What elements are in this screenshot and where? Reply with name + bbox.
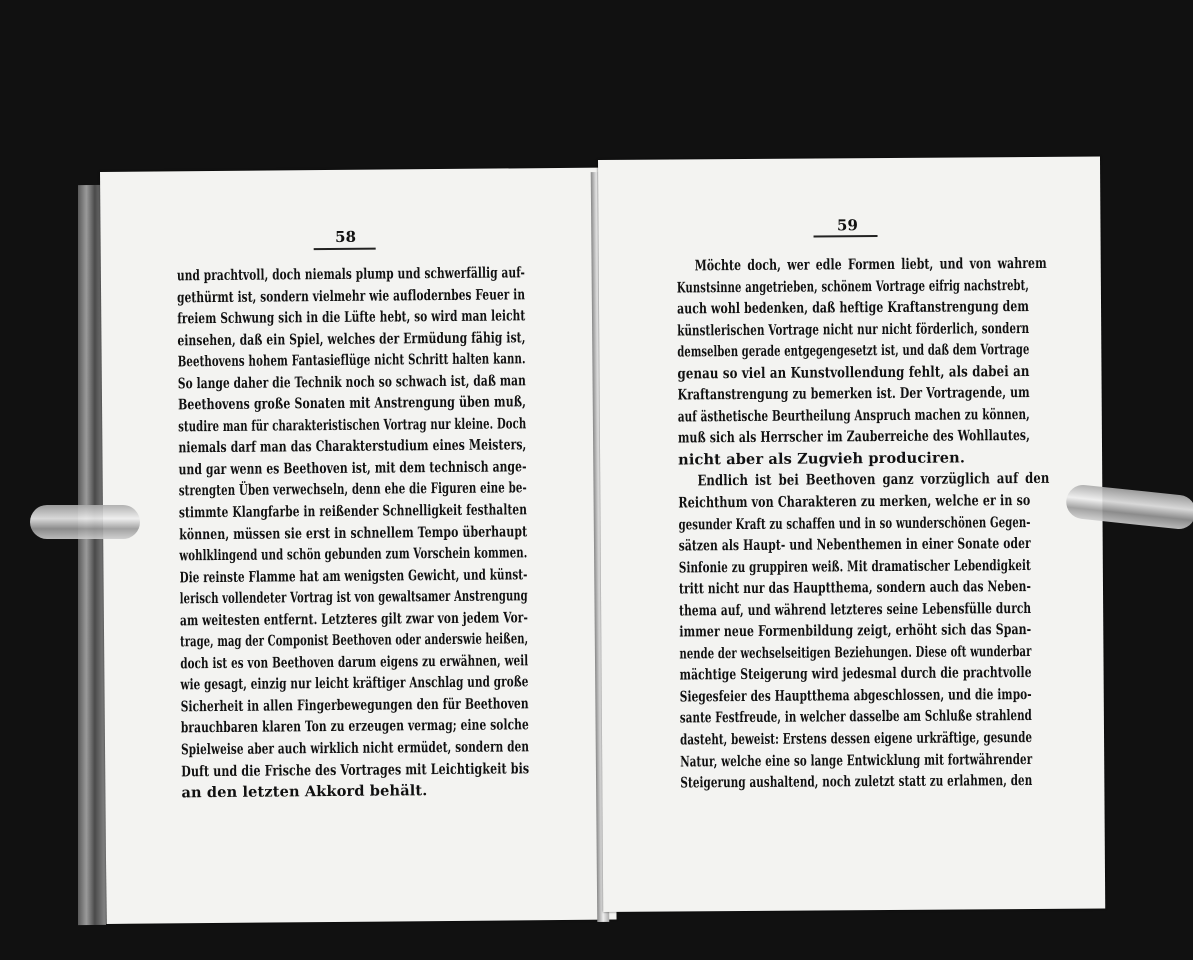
right-page	[598, 156, 1105, 911]
text-line: Spielweise aber auch wirklich nicht ermüdet, sondern den	[180, 738, 530, 759]
text-line: Kunstsinne angetrieben, schönem Vortrage eifrig nachstrebt,	[676, 276, 1029, 296]
text-line: tritt nicht nur das Hauptthema, sondern auch das Neben-	[678, 578, 1032, 598]
text-line: Sinfonie zu gruppiren weiß. Mit dramatischer Lebendigkeit	[678, 556, 1031, 577]
text-line: Sicherheit in allen Fingerbewegungen den für Beethoven	[180, 695, 529, 716]
left-page	[100, 168, 617, 924]
text-line: lerisch vollendeter Vortrag ist von gewaltsamer Anstrengung	[179, 587, 528, 608]
text-line: wie gesagt, einzig nur leicht kräftiger Anschlag und große	[180, 673, 529, 694]
text-line: immer neue Formenbildung zeigt, erhöht sich das Span-	[679, 621, 1032, 641]
text-line: sätzen als Haupt- und Nebenthemen in einer Sonate oder	[678, 535, 1031, 555]
text-line: niemals darf man das Charakterstudium eines Meisters,	[178, 436, 527, 457]
text-line: brauchbaren klaren Ton zu erzeugen vermag; eine solche	[180, 716, 529, 737]
text-line: sante Festfreude, in welcher dasselbe am Schluße strahlend	[679, 707, 1032, 727]
page-number-rule-left	[314, 248, 376, 251]
text-line: Siegesfeier des Hauptthema abgeschlossen, und die impo-	[679, 685, 1032, 706]
text-line: mächtige Steigerung wird jedesmal durch die prachtvolle	[679, 664, 1032, 684]
text-line: und gar wenn es Beethoven ist, mit dem technisch ange-	[178, 458, 527, 479]
text-line: strengten Üben verwechseln, denn ehe die Figuren eine be-	[178, 479, 527, 500]
text-line: Duft und die Frische des Vortrages mit Leichtigkeit bis	[181, 759, 530, 780]
text-line: wohlklingend und schön gebunden zum Vorschein kommen.	[179, 544, 528, 565]
text-line: Endlich ist bei Beethoven ganz vorzüglich auf den	[697, 470, 1050, 490]
text-line: muß sich als Herrscher im Zauberreiche des Wohllautes,	[677, 427, 1030, 447]
text-line: dasteht, beweist: Erstens dessen eigene urkräftige, gesunde	[679, 729, 1033, 749]
text-line: Steigerung aushaltend, noch zuletzt statt zu erlahmen, den	[680, 772, 1033, 792]
glass-clip-left	[30, 505, 140, 539]
text-line: Natur, welche eine so lange Entwicklung mit fortwährender	[680, 750, 1033, 771]
text-line: freiem Schwung sich in die Lüfte hebt, so wird man leicht	[177, 307, 526, 328]
text-line: einsehen, daß ein Spiel, welches der Ermüdung fähig ist,	[177, 328, 526, 349]
text-line: Möchte doch, wer edle Formen liebt, und von wahrem	[694, 254, 1047, 275]
text-line: nicht aber als Zugvieh produciren.	[678, 449, 966, 469]
text-line: gesunder Kraft zu schaffen und in so wunderschönen Gegen-	[678, 513, 1031, 534]
text-line: Reichthum von Charakteren zu merken, welche er in so	[678, 492, 1031, 512]
text-line: genau so viel an Kunstvollendung fehlt, als dabei an	[677, 362, 1030, 383]
text-line: studire man für charakteristischen Vortrag nur kleine. Doch	[178, 415, 527, 436]
text-line: an den letzten Akkord behält.	[181, 782, 428, 802]
text-line: Beethovens große Sonaten mit Anstrengung üben muß,	[177, 393, 527, 414]
text-line: trage, mag der Componist Beethoven oder anderswie heißen,	[180, 630, 529, 651]
text-line: auf ästhetische Beurtheilung Anspruch machen zu können,	[677, 405, 1030, 426]
right-page-text	[676, 253, 1050, 794]
text-line: und prachtvoll, doch niemals plump und schwerfällig auf-	[176, 264, 525, 285]
text-line: demselben gerade entgegengesetzt ist, und daß dem Vortrage	[677, 341, 1030, 361]
text-line: nende der wechselseitigen Beziehungen. Diese oft wunderbar	[679, 642, 1032, 663]
text-line: am weitesten entfernt. Letzteres gilt zwar von jedem Vor-	[179, 609, 528, 630]
text-line: Die reinste Flamme hat am wenigsten Gewicht, und künst-	[179, 565, 528, 586]
page-number-left: 58	[335, 227, 357, 246]
text-line: gethürmt ist, sondern vielmehr wie auflodernbes Feuer in	[177, 285, 526, 306]
text-line: können, müssen sie erst in schnellem Tempo überhaupt	[179, 522, 528, 543]
text-line: stimmte Klangfarbe in reißender Schnelligkeit festhalten	[178, 501, 528, 522]
page-number-right: 59	[836, 216, 858, 235]
left-page-text	[177, 262, 530, 804]
text-line: thema auf, und während letzteres seine Lebensfülle durch	[679, 599, 1032, 620]
page-number-rule-right	[814, 235, 878, 237]
text-line: Beethovens hohem Fantasieflüge nicht Schritt halten kann.	[177, 350, 526, 371]
text-line: auch wohl bedenken, daß heftige Kraftanstrengung dem	[676, 298, 1030, 318]
text-line: künstlerischen Vortrage nicht nur nicht förderlich, sondern	[677, 319, 1030, 340]
text-line: doch ist es von Beethoven darum eigens zu erwähnen, weil	[180, 652, 529, 673]
text-line: So lange daher die Technik noch so schwach ist, daß man	[177, 372, 526, 393]
text-line: Kraftanstrengung zu bemerken ist. Der Vortragende, um	[677, 384, 1030, 404]
